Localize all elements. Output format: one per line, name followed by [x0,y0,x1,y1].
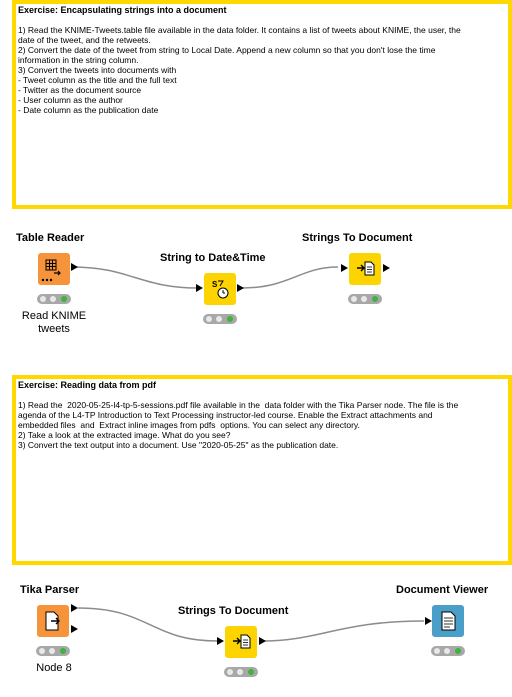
output-port[interactable] [71,625,78,633]
string-to-date-node[interactable] [204,273,236,305]
node-title-tika-parser: Tika Parser [20,584,80,596]
annotation-line: 2) Convert the date of the tweet from string to Local Date. Append a new column so that you don't lose the time [18,45,436,55]
node-label-tika-parser[interactable]: Node 8 [36,662,72,674]
table-icon [38,253,70,285]
table-reader-node[interactable] [38,253,70,285]
node-title-strings-to-document-2: Strings To Document [178,605,289,617]
node-status-traffic-light [348,294,382,304]
output-port[interactable] [71,263,78,271]
connection-doc-to-viewer[interactable] [262,621,424,641]
annotation-line: 1) Read the KNIME-Tweets.table file available in the data folder. It contains a list of tweets about KNIME, the user, the [18,25,461,35]
node-title-document-viewer: Document Viewer [396,584,489,596]
output-port[interactable] [71,604,78,612]
annotation-line: agenda of the L4-TP Introduction to Text Processing instructor-led course. Enable the Extract attachments and [18,410,433,420]
svg-text:S: S [212,280,218,289]
annotation-line: - Date column as the publication date [18,105,159,115]
strings-to-document-node[interactable] [349,253,381,285]
document-viewer-node[interactable] [432,605,464,637]
node-status-traffic-light [224,667,258,677]
node-title-strings-to-document: Strings To Document [302,232,413,244]
strings-to-document-node-2[interactable] [225,626,257,658]
node-status-traffic-light [203,314,237,324]
input-port[interactable] [341,264,348,272]
clock-icon [204,273,236,305]
annotation-line: information in the string column. [18,55,139,65]
connection-date-to-doc[interactable] [242,267,338,288]
node-status-traffic-light [36,646,70,656]
tika-parser-node[interactable] [37,605,69,637]
input-port[interactable] [217,637,224,645]
output-port[interactable] [237,284,244,292]
node-status-traffic-light [431,646,465,656]
input-port[interactable] [196,284,203,292]
annotation-line: - Tweet column as the title and the full text [18,75,177,85]
annotation-line: - Twitter as the document source [18,85,142,95]
output-port[interactable] [259,637,266,645]
file-import-icon [37,605,69,637]
document-icon [225,626,257,658]
viewer-icon [432,605,464,637]
annotation-encapsulating-strings[interactable] [12,0,512,209]
node-title-string-to-date: String to Date&Time [160,252,266,264]
annotation-line: 2) Take a look at the extracted image. What do you see? [18,430,231,440]
annotation-line: - User column as the author [18,95,123,105]
input-port[interactable] [425,617,432,625]
node-status-traffic-light [37,294,71,304]
annotation-title: Exercise: Reading data from pdf [18,380,157,390]
annotation-line: embedded files and Extract inline images from pdfs options. You can select any directory. [18,420,360,430]
annotation-line: 1) Read the 2020-05-25-l4-tp-5-sessions.pdf file available in the data folder with the Tika Parser node. The file is the [18,400,459,410]
output-port[interactable] [383,264,390,272]
annotation-title: Exercise: Encapsulating strings into a document [18,5,227,15]
node-label-table-reader[interactable]: Read KNIME tweets [21,310,87,335]
annotation-line: date of the tweet, and the retweets. [18,35,151,45]
document-icon [349,253,381,285]
annotation-line: 3) Convert the tweets into documents with [18,65,177,75]
annotation-reading-pdf[interactable] [12,375,512,565]
node-title-table-reader: Table Reader [16,232,85,244]
annotation-line: 3) Convert the text output into a document. Use "2020-05-25" as the publication date. [18,440,339,450]
connection-reader-to-date[interactable] [72,267,198,288]
